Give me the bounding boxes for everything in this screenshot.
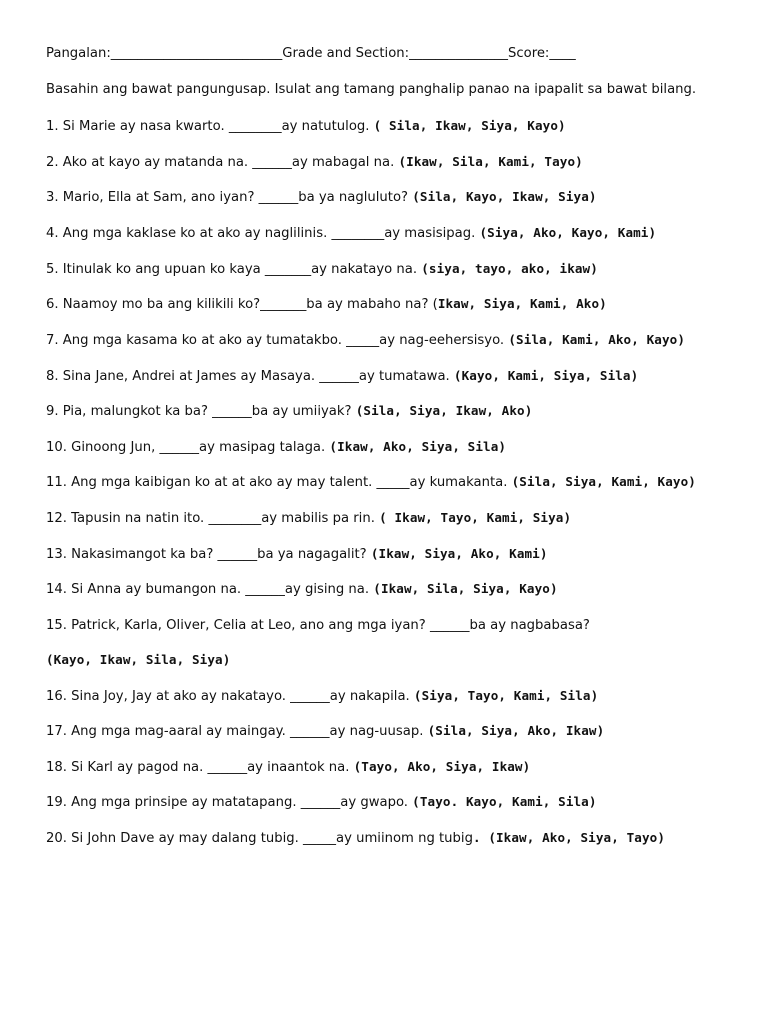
name-field: Pangalan:__________________________ [46, 46, 283, 61]
answer-choices: (Sila, Siya, Kami, Kayo) [511, 474, 696, 489]
answer-choices: (Siya, Tayo, Kami, Sila) [413, 688, 599, 703]
question-text: 11. Ang mga kaibigan ko at at ako ay may talent. _____ay kumakanta. [46, 475, 512, 490]
question-item [46, 509, 750, 528]
question-item [46, 260, 750, 279]
question-text: 13. Nakasimangot ka ba? ______ba ya nagagalit? [46, 547, 371, 562]
question-item [46, 188, 750, 207]
question-text: 4. Ang mga kaklase ko at ako ay naglilinis. ________ay masisipag. [46, 226, 480, 241]
question-item [46, 117, 750, 136]
answer-choices: ( Ikaw, Tayo, Kami, Siya) [379, 510, 572, 525]
question-item [46, 545, 750, 564]
question-text: 10. Ginoong Jun, ______ay masipag talaga. [46, 440, 330, 455]
answer-choices: (Sila, Kayo, Ikaw, Siya) [412, 189, 597, 204]
question-item [46, 224, 750, 243]
instructions: Basahin ang bawat pangungusap. Isulat ang tamang panghalip panao na ipapalit sa bawat bilang. [46, 82, 697, 97]
answer-choices: (Ikaw, Ako, Siya, Sila) [329, 439, 507, 454]
answer-choices: (Tayo. Kayo, Kami, Sila) [412, 794, 597, 809]
question-text: 9. Pia, malungkot ka ba? ______ba ay umiiyak? [46, 404, 356, 419]
question-text: 5. Itinulak ko ang upuan ko kaya _______ay nakatayo na. [46, 262, 422, 277]
question-item [46, 616, 750, 635]
question-text: 12. Tapusin na natin ito. ________ay mabilis pa rin. [46, 511, 380, 526]
question-text: 18. Si Karl ay pagod na. ______ay inaantok na. [46, 760, 354, 775]
question-item [46, 829, 750, 848]
question-item [46, 758, 750, 777]
question-item [46, 402, 750, 421]
question-item [46, 438, 750, 457]
question-text: 17. Ang mga mag-aaral ay maingay. ______ay nag-uusap. [46, 724, 428, 739]
question-text: 14. Si Anna ay bumangon na. ______ay gising na. [46, 582, 374, 597]
question-text: 3. Mario, Ella at Sam, ano iyan? ______ba ya nagluluto? [46, 190, 413, 205]
grade-section-field: Grade and Section:_______________ [282, 46, 508, 61]
answer-choices: (Sila, Kami, Ako, Kayo) [508, 332, 686, 347]
question-text: 16. Sina Joy, Jay at ako ay nakatayo. ______ay nakapila. [46, 689, 414, 704]
question-text: 7. Ang mga kasama ko at ako ay tumatakbo. _____ay nag-eehersisyo. [46, 333, 509, 348]
answer-choices: (Sila, Siya, Ako, Ikaw) [427, 723, 605, 738]
question-item [46, 295, 750, 314]
question-item [46, 687, 750, 706]
answer-choices: (siya, tayo, ako, ikaw) [421, 261, 598, 276]
answer-choices: (Siya, Ako, Kayo, Kami) [479, 225, 657, 240]
question-item [46, 331, 750, 350]
question-text: 1. Si Marie ay nasa kwarto. ________ay natutulog. [46, 119, 374, 134]
score-field: Score:____ [508, 46, 576, 61]
question-item [46, 580, 750, 599]
answer-choices: . (Ikaw, Ako, Siya, Tayo) [472, 830, 666, 845]
question-item [46, 722, 750, 741]
question-text: 6. Naamoy mo ba ang kilikili ko?_______ba ay mabaho na? ( [46, 297, 438, 312]
answer-choices: (Ikaw, Sila, Siya, Kayo) [373, 581, 558, 596]
question-item [46, 153, 750, 172]
question-text: 2. Ako at kayo ay matanda na. ______ay mabagal na. [46, 155, 399, 170]
answer-choices: (Kayo, Ikaw, Sila, Siya) [46, 652, 231, 667]
answer-choices: (Kayo, Kami, Siya, Sila) [453, 368, 639, 383]
question-item [46, 473, 750, 492]
question-item [46, 651, 750, 670]
question-text: 19. Ang mga prinsipe ay matatapang. ______ay gwapo. [46, 795, 413, 810]
question-text: 20. Si John Dave ay may dalang tubig. _____ay umiinom ng tubig [46, 831, 473, 846]
answer-choices: (Ikaw, Sila, Kami, Tayo) [398, 154, 583, 169]
answer-choices: (Ikaw, Siya, Ako, Kami) [370, 546, 548, 561]
question-item [46, 793, 750, 812]
header-line [46, 45, 750, 63]
question-text: 15. Patrick, Karla, Oliver, Celia at Leo, ano ang mga iyan? ______ba ay nagbabasa? [46, 618, 590, 633]
answer-choices: Ikaw, Siya, Kami, Ako) [437, 296, 607, 311]
question-text: 8. Sina Jane, Andrei at James ay Masaya. ______ay tumatawa. [46, 369, 454, 384]
question-item [46, 367, 750, 386]
answer-choices: (Sila, Siya, Ikaw, Ako) [355, 403, 533, 418]
answer-choices: ( Sila, Ikaw, Siya, Kayo) [373, 118, 566, 133]
answer-choices: (Tayo, Ako, Siya, Ikaw) [353, 759, 531, 774]
